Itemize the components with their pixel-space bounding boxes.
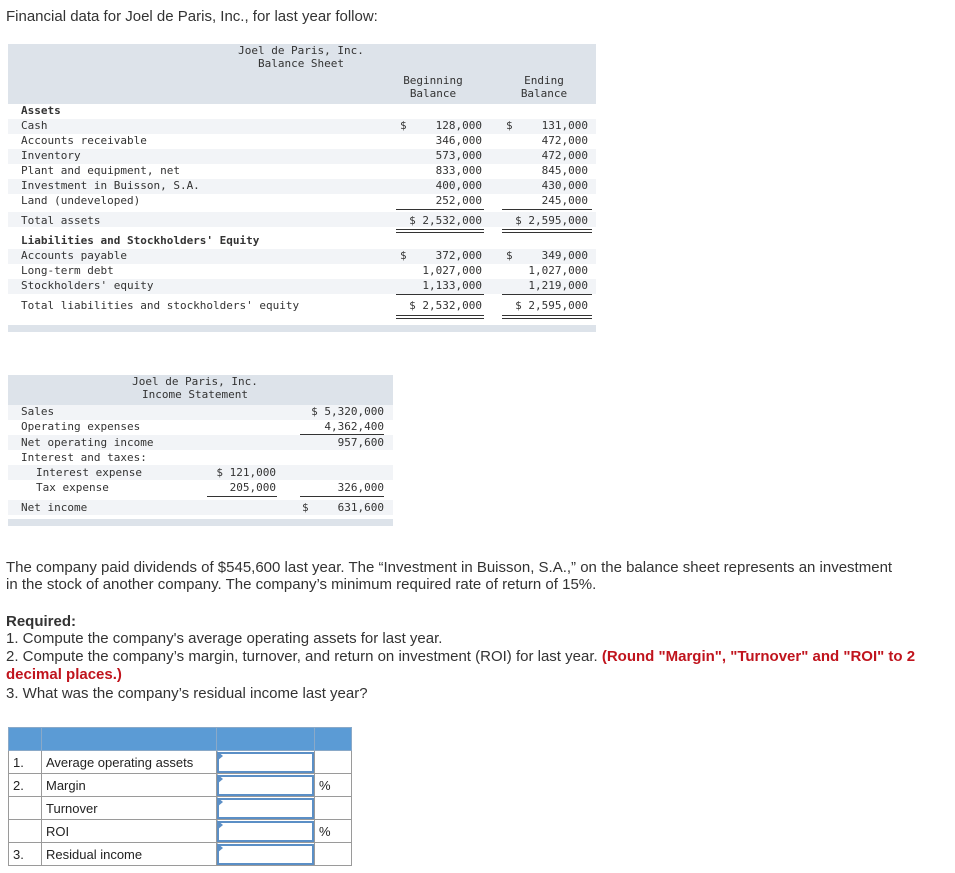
col-header-ending: Ending Balance	[520, 74, 568, 100]
company-name: Joel de Paris, Inc.	[238, 44, 364, 57]
asset-ending-value: 430,000	[541, 179, 588, 192]
asset-ending-value: 245,000	[541, 194, 588, 207]
asset-label: Land (undeveloped)	[21, 194, 141, 207]
asset-beginning-value: 573,000	[435, 149, 482, 162]
asset-ending-value: 131,000	[541, 119, 588, 132]
asset-ending-value: 472,000	[541, 149, 588, 162]
row-label: Turnover	[42, 797, 217, 820]
turnover-input[interactable]	[217, 798, 314, 819]
liability-ending-value: 1,027,000	[528, 264, 588, 277]
unit-label	[315, 797, 352, 820]
company-name: Joel de Paris, Inc.	[132, 375, 258, 388]
row-label: Residual income	[42, 843, 217, 866]
interest-taxes-total: 326,000	[337, 481, 384, 494]
double-underline	[502, 229, 592, 233]
asset-beginning-value: 400,000	[435, 179, 482, 192]
row-number: 2.	[9, 774, 42, 797]
tax-expense-value: 205,000	[229, 481, 276, 494]
table-row	[9, 820, 352, 843]
input-marker-icon	[217, 751, 223, 761]
liability-ending-value: 1,219,000	[528, 279, 588, 292]
total-assets-beginning: $ 2,532,000	[409, 214, 482, 227]
liability-beginning-value: 372,000	[435, 249, 482, 262]
residual-income-input[interactable]	[217, 844, 314, 865]
row-number	[9, 820, 42, 843]
answer-table	[8, 727, 352, 866]
double-underline	[396, 315, 484, 319]
statement-name: Balance Sheet	[257, 57, 345, 70]
opex-label: Operating expenses	[21, 420, 141, 433]
interest-expense-label: Interest expense	[36, 466, 142, 479]
asset-label: Accounts receivable	[21, 134, 147, 147]
margin-input[interactable]	[217, 775, 314, 796]
balance-sheet-footer	[8, 325, 596, 332]
noi-value: 957,600	[337, 436, 384, 449]
dollar-sign: $	[302, 501, 309, 514]
asset-beginning-value: 346,000	[435, 134, 482, 147]
interest-taxes-label: Interest and taxes:	[21, 451, 147, 464]
unit-label: %	[315, 774, 352, 797]
liability-label: Accounts payable	[21, 249, 127, 262]
underline	[396, 294, 484, 295]
underline	[300, 496, 384, 497]
asset-beginning-value: 833,000	[435, 164, 482, 177]
average-operating-assets-input[interactable]	[217, 752, 314, 773]
total-liabilities-beginning: $ 2,532,000	[409, 299, 482, 312]
table-row	[9, 843, 352, 866]
liability-beginning-value: 1,133,000	[422, 279, 482, 292]
noi-label: Net operating income	[21, 436, 154, 449]
input-marker-icon	[217, 820, 223, 830]
tax-expense-label: Tax expense	[36, 481, 109, 494]
total-assets-label: Total assets	[21, 214, 101, 227]
question-3: 3. What was the company’s residual income last year?	[6, 685, 368, 702]
assets-heading: Assets	[21, 104, 61, 117]
asset-label: Cash	[21, 119, 48, 132]
dollar-sign: $	[400, 119, 407, 132]
required-heading: Required:	[6, 613, 77, 630]
liabilities-heading: Liabilities and Stockholders' Equity	[21, 234, 260, 247]
total-liabilities-ending: $ 2,595,000	[515, 299, 588, 312]
asset-ending-value: 845,000	[541, 164, 588, 177]
asset-ending-value: 472,000	[541, 134, 588, 147]
rounding-note: (Round "Margin", "Turnover" and "ROI" to 2	[601, 648, 916, 665]
asset-beginning-value: 128,000	[435, 119, 482, 132]
col-header-beginning: Beginning Balance	[403, 74, 463, 100]
table-row	[9, 774, 352, 797]
liability-label: Long-term debt	[21, 264, 114, 277]
roi-input[interactable]	[217, 821, 314, 842]
dollar-sign: $	[506, 249, 513, 262]
row-label: Margin	[42, 774, 217, 797]
question-2: 2. Compute the company’s margin, turnover, and return on investment (ROI) for last year. (Round "Margin", "Turnover" and "ROI" to 2	[6, 648, 916, 665]
unit-label	[315, 843, 352, 866]
input-marker-icon	[217, 797, 223, 807]
underline	[300, 434, 384, 435]
intro-text: Financial data for Joel de Paris, Inc., for last year follow:	[6, 8, 378, 25]
unit-label: %	[315, 820, 352, 843]
total-assets-ending: $ 2,595,000	[515, 214, 588, 227]
sales-value: $ 5,320,000	[311, 405, 384, 418]
underline	[502, 294, 592, 295]
double-underline	[396, 229, 484, 233]
input-marker-icon	[217, 843, 223, 853]
income-statement-footer	[8, 519, 393, 526]
row-number: 3.	[9, 843, 42, 866]
liability-beginning-value: 1,027,000	[422, 264, 482, 277]
underline	[396, 209, 484, 210]
balance-sheet-title	[232, 44, 370, 70]
liability-label: Stockholders' equity	[21, 279, 154, 292]
dollar-sign: $	[400, 249, 407, 262]
question-1: 1. Compute the company's average operating assets for last year.	[6, 630, 443, 647]
row-label: ROI	[42, 820, 217, 843]
table-row	[9, 751, 352, 774]
row-number	[9, 797, 42, 820]
total-liabilities-label: Total liabilities and stockholders' equity	[21, 299, 300, 312]
underline	[502, 209, 592, 210]
answer-table-header	[9, 728, 352, 751]
asset-label: Plant and equipment, net	[21, 164, 180, 177]
liability-ending-value: 349,000	[541, 249, 588, 262]
net-income-value: 631,600	[337, 501, 384, 514]
unit-label	[315, 751, 352, 774]
description-paragraph: The company paid dividends of $545,600 last year. The “Investment in Buisson, S.A.,” on the balance sheet represents an investment in the stock of another company. The company’s minimum required rate of return of 15%.	[6, 559, 893, 593]
underline	[207, 496, 277, 497]
net-income-label: Net income	[21, 501, 88, 514]
asset-label: Investment in Buisson, S.A.	[21, 179, 200, 192]
income-statement-title	[120, 375, 270, 401]
asset-beginning-value: 252,000	[435, 194, 482, 207]
input-marker-icon	[217, 774, 223, 784]
double-underline	[502, 315, 592, 319]
interest-expense-value: $ 121,000	[216, 466, 276, 479]
row-label: Average operating assets	[42, 751, 217, 774]
asset-label: Inventory	[21, 149, 81, 162]
row-number: 1.	[9, 751, 42, 774]
rounding-note-continued: decimal places.)	[6, 666, 122, 683]
sales-label: Sales	[21, 405, 55, 418]
statement-name: Income Statement	[142, 388, 248, 401]
opex-value: 4,362,400	[324, 420, 384, 433]
dollar-sign: $	[506, 119, 513, 132]
table-row	[9, 797, 352, 820]
